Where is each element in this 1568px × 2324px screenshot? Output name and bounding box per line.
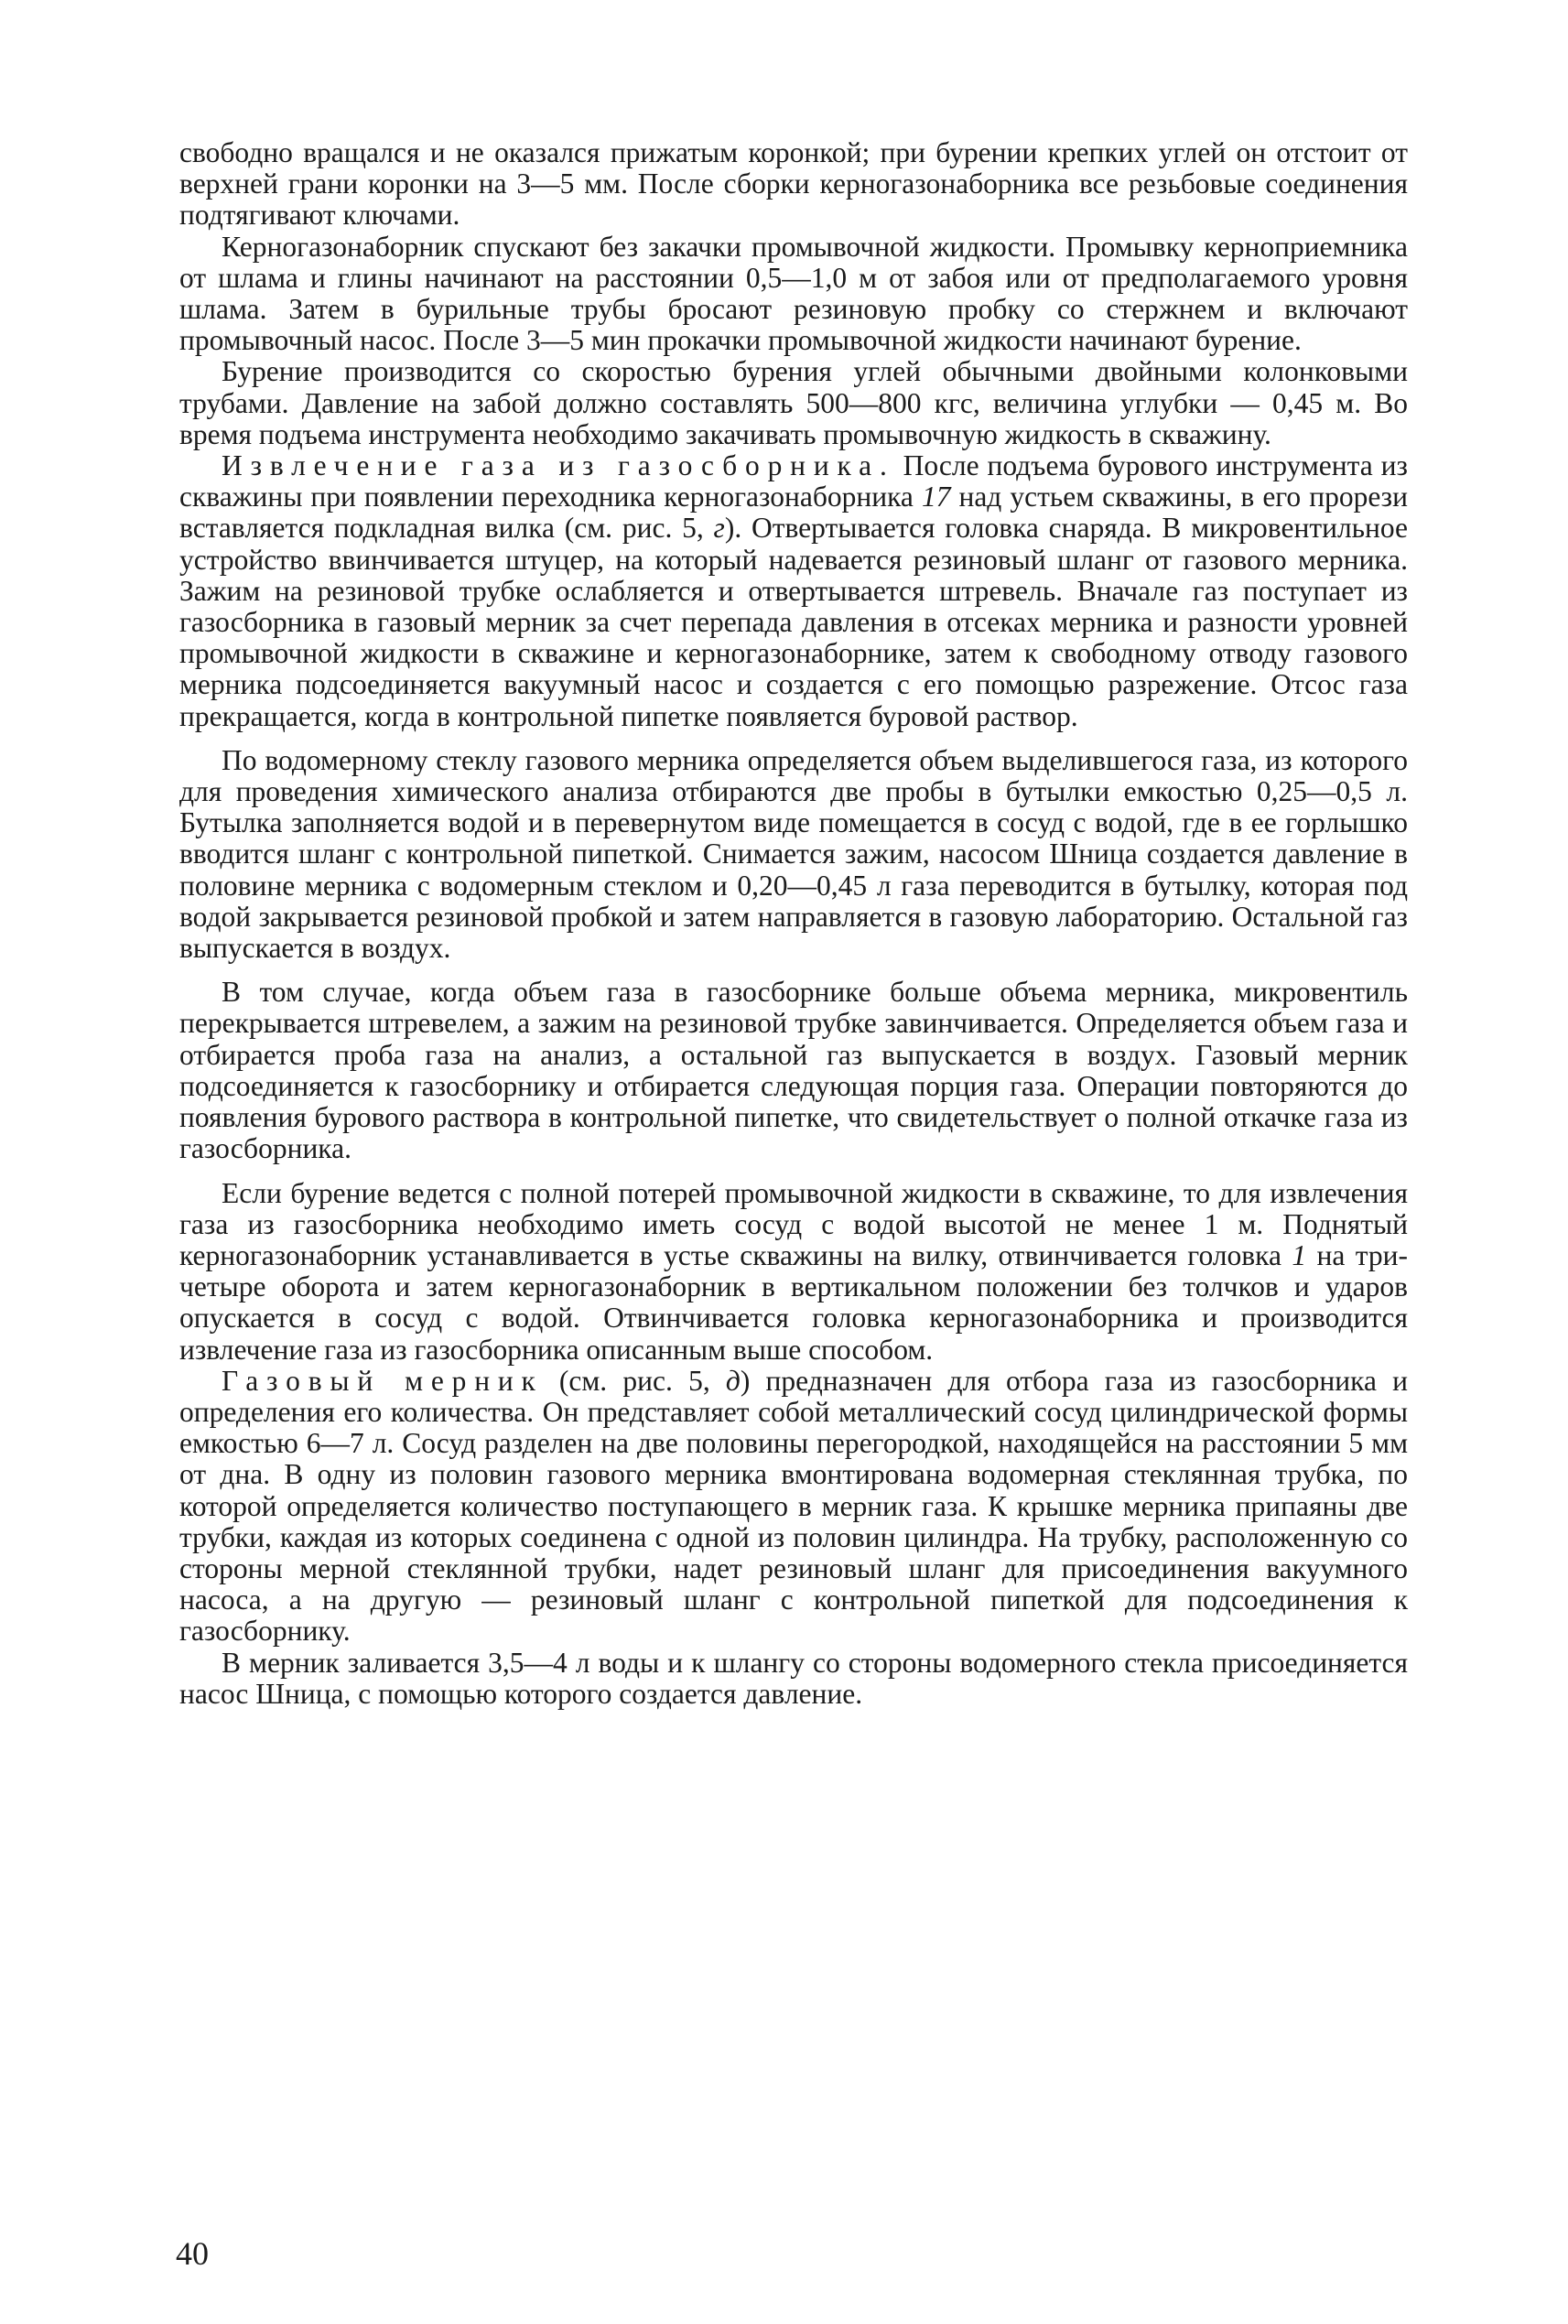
paragraph-5 xyxy=(179,745,1408,964)
paragraph-5-text: По водомерному стеклу газового мерника определяется объем выделившегося газа, из которого для проведения химического анализа отбираются две пробы в бутылки емкостью 0,25—0,5 л. Бутылка заполняется водой и в перевернутом виде помещается в сосуд с водой, где в ее горлышко вводится шланг с контрольной пипеткой. Снимается зажим, насосом Шница создается давление в половине мерника с водомерным стеклом и 0,20—0,45 л газа переводится в бутылку, которая под водой закрывается резиновой пробкой и затем направляется в газовую лабораторию. Остальной газ выпускается в воздух. xyxy=(179,743,1408,965)
paragraph-7-text-b: на три-четыре оборота и затем керногазонаборник в вертикальном положении без толчков и ударов опускается в сосуд с водой. Отвинчивается головка керногазонаборника и производится извлечение газа из газосборника описанным выше способом. xyxy=(179,1238,1408,1366)
paragraph-7-ref-number: 1 xyxy=(1292,1238,1307,1271)
paragraph-3 xyxy=(179,356,1408,450)
paragraph-1 xyxy=(179,137,1408,232)
paragraph-2 xyxy=(179,232,1408,357)
paragraph-4-text-a: После подъема бурового инструмента из скважины при появлении переходника керногазонаборника xyxy=(179,449,1408,513)
paragraph-3-text: Бурение производится со скоростью бурения углей обычными двойными колонковыми трубами. Давление на забой должно составлять 500—800 кгс, величина углубки — 0,45 м. Во время подъема инструмента необходимо закачивать промывочную жидкость в скважину. xyxy=(179,355,1408,450)
paragraph-9 xyxy=(179,1648,1408,1710)
paragraph-7-text-a: Если бурение ведется с полной потерей промывочной жидкости в скважине, то для извлечения газа из газосборника необходимо иметь сосуд с водой высотой не менее 1 м. Поднятый керногазонаборник устанавливается в устье скважины на вилку, отвинчивается головка xyxy=(179,1176,1408,1271)
page-number: 40 xyxy=(176,2235,209,2272)
paragraph-8-text-a: (см. рис. 5, xyxy=(543,1364,726,1397)
paragraph-2-text: Керногазонаборник спускают без закачки промывочной жидкости. Промывку керноприемника от шлама и глины начинают на расстоянии 0,5—1,0 м от забоя или от предполагаемого уровня шлама. Затем в бурильные трубы бросают резиновую пробку со стержнем и включают промывочный насос. После 3—5 мин прокачки промывочной жидкости начинают бурение. xyxy=(179,230,1408,357)
section-heading-gas-extraction: Извлечение газа из газосборника. xyxy=(222,449,895,482)
paragraph-4-ref-number: 17 xyxy=(921,481,951,513)
paragraph-6-text: В том случае, когда объем газа в газосборнике больше объема мерника, микровентиль перекрывается штревелем, а зажим на резиновой трубке завинчивается. Определяется объем газа и отбирается проба газа на анализ, а остальной газ выпускается в воздух. Газовый мерник подсоединяется к газосборнику и отбирается следующая порция газа. Операции повторяются до появления бурового раствора в контрольной пипетке, что свидетельствует о полной откачке газа из газосборника. xyxy=(179,976,1408,1165)
page-body xyxy=(179,137,1408,1710)
paragraph-8 xyxy=(179,1366,1408,1648)
section-heading-gas-meter: Газовый мерник xyxy=(222,1364,544,1397)
paragraph-9-text: В мерник заливается 3,5—4 л воды и к шлангу со стороны водомерного стекла присоединяется насос Шница, с помощью которого создается давление. xyxy=(179,1646,1408,1710)
paragraph-4 xyxy=(179,450,1408,732)
paragraph-4-figure-letter: г xyxy=(713,512,725,545)
paragraph-8-figure-letter: д xyxy=(725,1364,741,1397)
paragraph-8-text-b: ) предназначен для отбора газа из газосборника и определения его количества. Он представляет собой металлический сосуд цилиндрической формы емкостью 6—7 л. Сосуд разделен на две половины перегородкой, находящейся на расстоянии 5 мм от дна. В одну из половин газового мерника вмонтирована водомерная стеклянная трубка, по которой определяется количество поступающего в мерник газа. К крышке мерника припаяны две трубки, каждая из которых соединена с одной из половин цилиндра. На трубку, расположенную со стороны мерной стеклянной трубки, надет резиновый шланг для присоединения вакуумного насоса, а на другую — резиновый шланг с контрольной пипеткой для подсоединения к газосборнику. xyxy=(179,1364,1408,1648)
paragraph-4-text-c: ). Отвертывается головка снаряда. В микровентильное устройство ввинчивается штуцер, на который надевается резиновый шланг от газового мерника. Зажим на резиновой трубке ослабляется и отвертывается штревель. Вначале газ поступает из газосборника в газовый мерник за счет перепада давления в отсеках мерника и разности уровней промывочной жидкости в скважине и керногазонаборнике, затем к свободному отводу газового мерника подсоединяется вакуумный насос и создается с его помощью разрежение. Отсос газа прекращается, когда в контрольной пипетке появляется буровой раствор. xyxy=(179,512,1409,732)
paragraph-1-text: свободно вращался и не оказался прижатым коронкой; при бурении крепких углей он отстоит от верхней грани коронки на 3—5 мм. После сборки керногазонаборника все резьбовые соединения подтягивают ключами. xyxy=(179,136,1408,232)
paragraph-6 xyxy=(179,977,1408,1164)
paragraph-7 xyxy=(179,1178,1408,1366)
paragraph-4-text-b: над устьем скважины, в его прорези вставляется подкладная вилка (см. рис. 5, xyxy=(179,481,1408,545)
